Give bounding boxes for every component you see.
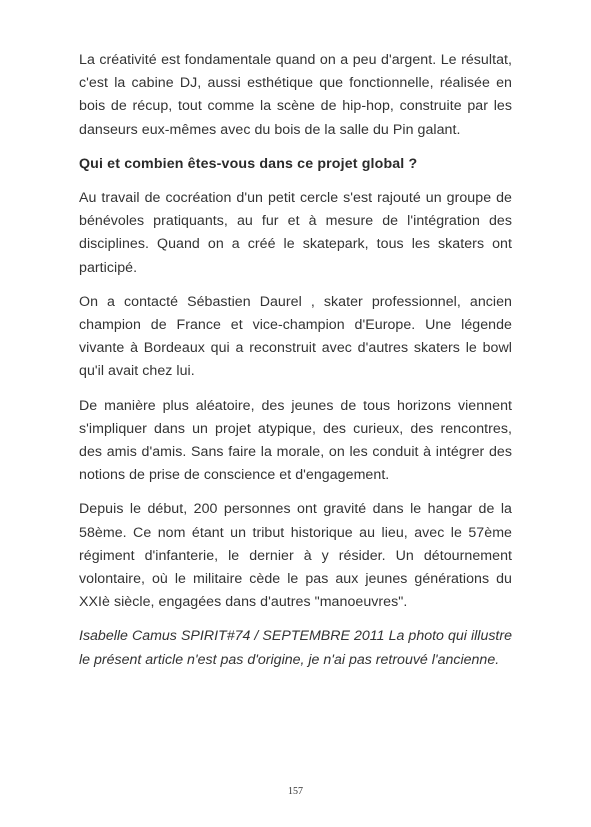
paragraph-200-people: Depuis le début, 200 personnes ont gravité dans le hangar de la 58ème. Ce nom étant un tribut historique au lieu, avec le 57ème régiment d'infanterie, le dernier à y résider. Un détournement volontaire, où le militaire cède le pas aux jeunes générations du XXIè siècle, engagées dans d'autres "manoeuvres". [79, 501, 512, 611]
paragraph-creativity: La créativité est fondamentale quand on a peu d'argent. Le résultat, c'est la cabine DJ, aussi esthétique que fonctionnelle, réalisée en bois de récup, tout comme la scène de hip-hop, construite par les danseurs eux-mêmes avec du bois de la salle du Pin galant. [79, 52, 512, 138]
paragraph-sebastien-daurel: On a contacté Sébastien Daurel , skater professionnel, ancien champion de France et vice-champion d'Europe. Une légende vivante à Bordeaux qui a reconstruit avec d'autres skaters le bowl qu'il avait chez lui. [79, 293, 512, 380]
page-number: 157 [288, 786, 303, 797]
section-heading: Qui et combien êtes-vous dans ce projet global ? [79, 155, 418, 172]
paragraph-young-people: De manière plus aléatoire, des jeunes de tous horizons viennent s'impliquer dans un projet atypique, des curieux, des rencontres, des amis d'amis. Sans faire la morale, on les conduit à intégrer des notions de prise de conscience et d'engagement. [79, 397, 512, 484]
page-body [79, 49, 512, 672]
closing-note: Isabelle Camus SPIRIT#74 / SEPTEMBRE 2011 La photo qui illustre le présent article n'est pas d'origine, je n'ai pas retrouvé l'ancienne. [79, 628, 512, 668]
paragraph-cocreation: Au travail de cocréation d'un petit cercle s'est rajouté un groupe de bénévoles pratiquants, au fur et à mesure de l'intégration des disciplines. Quand on a créé le skatepark, tous les skaters ont participé. [79, 190, 512, 276]
